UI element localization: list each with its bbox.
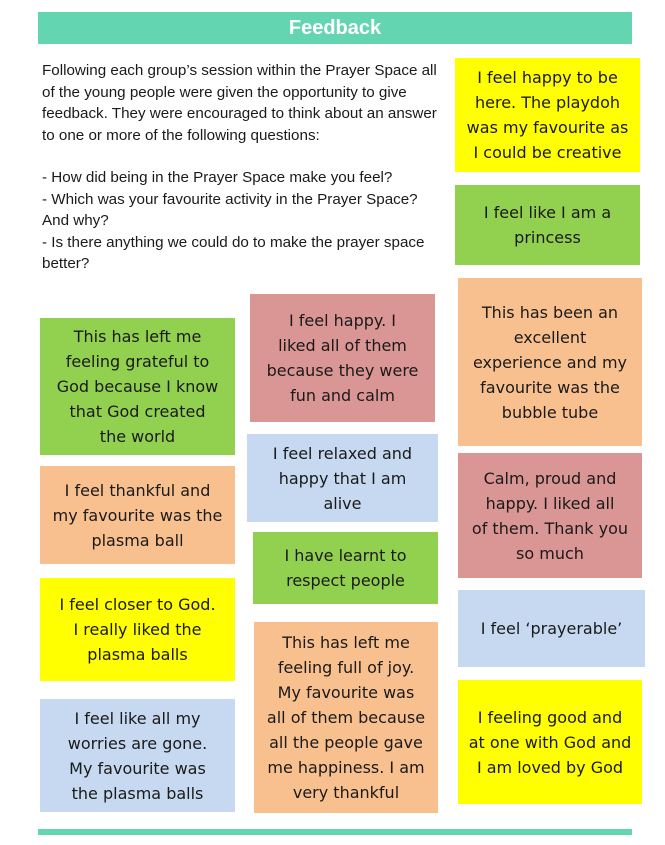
page-title: Feedback bbox=[288, 16, 382, 39]
feedback-note: Calm, proud and happy. I liked all of them. Thank you so much bbox=[458, 453, 642, 578]
question-item: - How did being in the Prayer Space make you feel? bbox=[42, 169, 393, 186]
feedback-note: I feeling good and at one with God and I am loved by God bbox=[458, 680, 642, 804]
footer-divider bbox=[38, 829, 632, 835]
feedback-note: I feel ‘prayerable’ bbox=[458, 590, 645, 667]
feedback-note: I feel like I am a princess bbox=[455, 185, 640, 265]
feedback-note: This has left me feeling full of joy. My favourite was all of them because all the people gave me happiness. I am very thankful bbox=[254, 622, 438, 813]
intro-section bbox=[42, 60, 437, 275]
feedback-note: I feel happy to be here. The playdoh was my favourite as I could be creative bbox=[455, 58, 640, 172]
feedback-note: I feel happy. I liked all of them because they were fun and calm bbox=[250, 294, 435, 422]
feedback-note: I feel like all my worries are gone. My favourite was the plasma balls bbox=[40, 699, 235, 812]
feedback-note: I feel relaxed and happy that I am alive bbox=[247, 434, 438, 522]
feedback-note: This has left me feeling grateful to God because I know that God created the world bbox=[40, 318, 235, 455]
feedback-note: I feel thankful and my favourite was the plasma ball bbox=[40, 466, 235, 564]
question-item: - Which was your favourite activity in the Prayer Space? And why? bbox=[42, 190, 418, 229]
feedback-note: This has been an excellent experience and my favourite was the bubble tube bbox=[458, 278, 642, 446]
feedback-note: I feel closer to God. I really liked the plasma balls bbox=[40, 578, 235, 681]
intro-paragraph: Following each group’s session within the Prayer Space all of the young people were given the opportunity to give feedback. They were encouraged to think about an answer to one or more of the following questions: bbox=[42, 62, 437, 144]
feedback-note: I have learnt to respect people bbox=[253, 532, 438, 604]
question-list bbox=[42, 167, 437, 275]
question-item: - Is there anything we could do to make the prayer space better? bbox=[42, 233, 425, 272]
feedback-banner bbox=[38, 12, 632, 44]
